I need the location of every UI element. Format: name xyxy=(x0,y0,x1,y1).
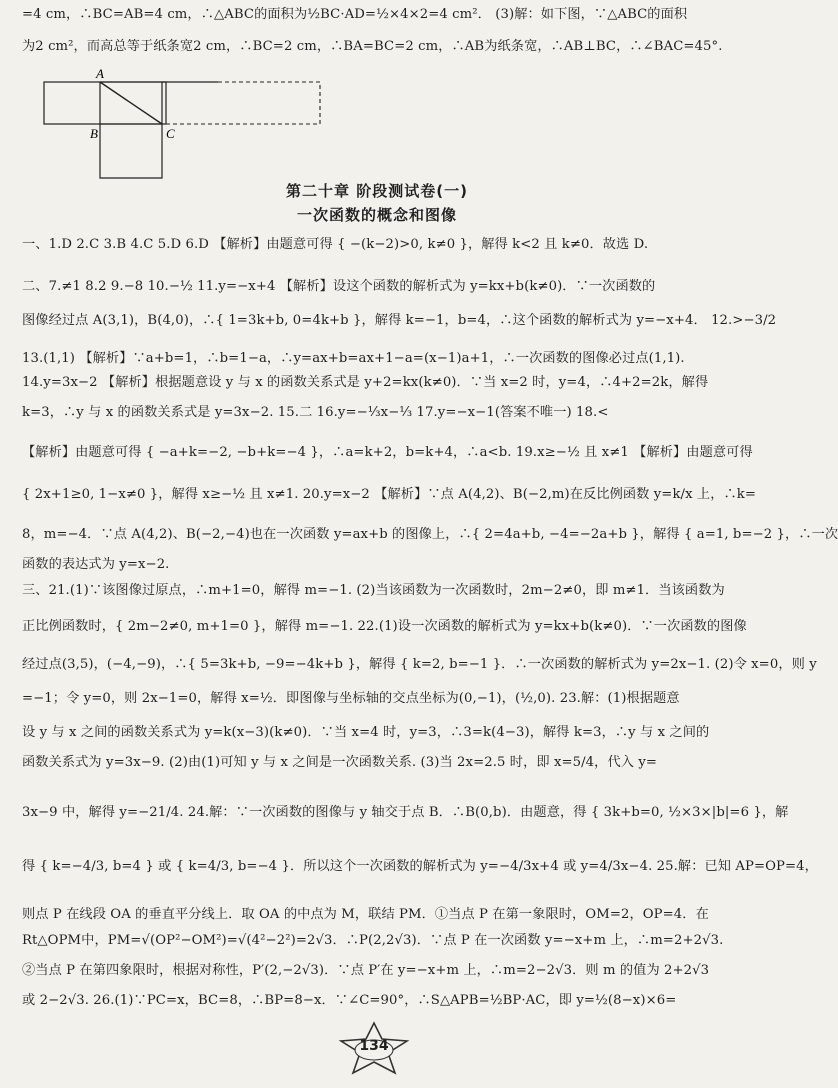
point-label-b: B xyxy=(90,126,98,141)
answer-line: 图像经过点 A(3,1)，B(4,0)，∴{ 1=3k+b, 0=4k+b }，解得 k=−1，b=4，∴这个函数的解析式为 y=−x+4． 12.>−3/2 xyxy=(22,313,777,328)
answer-line: 三、21.(1)∵该图像过原点，∴m+1=0，解得 m=−1. (2)当该函数为一次函数时，2m−2≠0，即 m≠1．当该函数为 xyxy=(22,583,725,598)
point-label-c: C xyxy=(166,126,175,141)
chapter-title: 第二十章 阶段测试卷(一) xyxy=(286,182,468,200)
geometry-figure xyxy=(30,66,330,186)
answer-line: 函数的表达式为 y=x−2. xyxy=(22,557,170,572)
page-number-badge xyxy=(337,1020,411,1076)
strip-down-part xyxy=(100,124,162,178)
answer-line: 一、1.D 2.C 3.B 4.C 5.D 6.D 【解析】由题意可得 { −(k−2)>0, k≠0 }，解得 k<2 且 k≠0．故选 D. xyxy=(22,237,649,252)
answer-line: 【解析】由题意可得 { −a+k=−2, −b+k=−4 }，∴a=k+2，b=k+4，∴a<b. 19.x≥−½ 且 x≠1 【解析】由题意可得 xyxy=(22,445,753,460)
page-number: 134 xyxy=(359,1038,389,1054)
fold-line-ac xyxy=(100,82,162,124)
answer-line: 设 y 与 x 之间的函数关系式为 y=k(x−3)(k≠0)．∵当 x=4 时，y=3，∴3=k(4−3)，解得 k=3，∴y 与 x 之间的 xyxy=(22,725,710,740)
answer-line: 8，m=−4．∵点 A(4,2)、B(−2,−4)也在一次函数 y=ax+b 的图像上，∴{ 2=4a+b, −4=−2a+b }，解得 { a=1, b=−2 }，∴一次 xyxy=(22,527,838,542)
text-line-2: 为2 cm²，而高总等于纸条宽2 cm，∴BC=2 cm，∴BA=BC=2 cm，∴AB为纸条宽，∴AB⊥BC，∴∠BAC=45°. xyxy=(22,39,723,54)
strip-left-part xyxy=(44,82,166,124)
text-line-1: =4 cm，∴BC=AB=4 cm，∴△ABC的面积为½BC·AD=½×4×2=4 cm²． (3)解：如下图，∵△ABC的面积 xyxy=(22,7,688,22)
chapter-subtitle: 一次函数的概念和图像 xyxy=(296,206,457,224)
answer-line: =−1；令 y=0，则 2x−1=0，解得 x=½．即图像与坐标轴的交点坐标为(0,−1)，(½,0). 23.解：(1)根据题意 xyxy=(22,691,680,706)
answer-line: 13.(1,1) 【解析】∵a+b=1，∴b=1−a，∴y=ax+b=ax+1−a=(x−1)a+1，∴一次函数的图像必过点(1,1). xyxy=(22,351,685,366)
answer-line: 二、7.≠1 8.2 9.−8 10.−½ 11.y=−x+4 【解析】设这个函数的解析式为 y=kx+b(k≠0)．∵一次函数的 xyxy=(22,279,656,294)
point-label-a: A xyxy=(96,66,104,81)
answer-line: 得 { k=−4/3, b=4 } 或 { k=4/3, b=−4 }．所以这个一次函数的解析式为 y=−4/3x+4 或 y=4/3x−4. 25.解：已知 AP=OP=4， xyxy=(22,859,818,874)
dashed-strip xyxy=(162,82,320,124)
answer-line: 或 2−2√3. 26.(1)∵PC=x，BC=8，∴BP=8−x．∵∠C=90°，∴S△APB=½BP·AC，即 y=½(8−x)×6= xyxy=(22,993,677,1008)
answer-line: 正比例函数时，{ 2m−2≠0, m+1=0 }，解得 m=−1. 22.(1)设一次函数的解析式为 y=kx+b(k≠0)．∵一次函数的图像 xyxy=(22,619,747,634)
answer-line: Rt△OPM中，PM=√(OP²−OM²)=√(4²−2²)=2√3．∴P(2,2√3)．∵点 P 在一次函数 y=−x+m 上，∴m=2+2√3. xyxy=(22,933,724,948)
answer-line: 函数关系式为 y=3x−9. (2)由(1)可知 y 与 x 之间是一次函数关系. (3)当 2x=2.5 时，即 x=5/4，代入 y= xyxy=(22,755,658,770)
answer-line: 经过点(3,5)，(−4,−9)，∴{ 5=3k+b, −9=−4k+b }，解得 { k=2, b=−1 }．∴一次函数的解析式为 y=2x−1. (2)令 x=0，则 y xyxy=(22,657,817,672)
answer-line: ②当点 P 在第四象限时，根据对称性，P′(2,−2√3)．∵点 P′在 y=−x+m 上，∴m=2−2√3．则 m 的值为 2+2√3 xyxy=(22,963,710,978)
answer-line: { 2x+1≥0, 1−x≠0 }，解得 x≥−½ 且 x≠1. 20.y=x−2 【解析】∵点 A(4,2)、B(−2,m)在反比例函数 y=k/x 上，∴k= xyxy=(22,487,757,502)
answer-line: k=3，∴y 与 x 的函数关系式是 y=3x−2. 15.二 16.y=−⅓x−⅓ 17.y=−x−1(答案不唯一) 18.< xyxy=(22,405,609,420)
answer-line: 则点 P 在线段 OA 的垂直平分线上．取 OA 的中点为 M，联结 PM．①当点 P 在第一象限时，OM=2，OP=4．在 xyxy=(22,907,709,922)
paper-strip-diagram xyxy=(30,66,330,186)
answer-line: 14.y=3x−2 【解析】根据题意设 y 与 x 的函数关系式是 y+2=kx(k≠0)．∵当 x=2 时，y=4，∴4+2=2k，解得 xyxy=(22,375,709,390)
answer-line: 3x−9 中，解得 y=−21/4. 24.解：∵一次函数的图像与 y 轴交于点 B．∴B(0,b)．由题意，得 { 3k+b=0, ½×3×|b|=6 }，解 xyxy=(22,805,789,820)
